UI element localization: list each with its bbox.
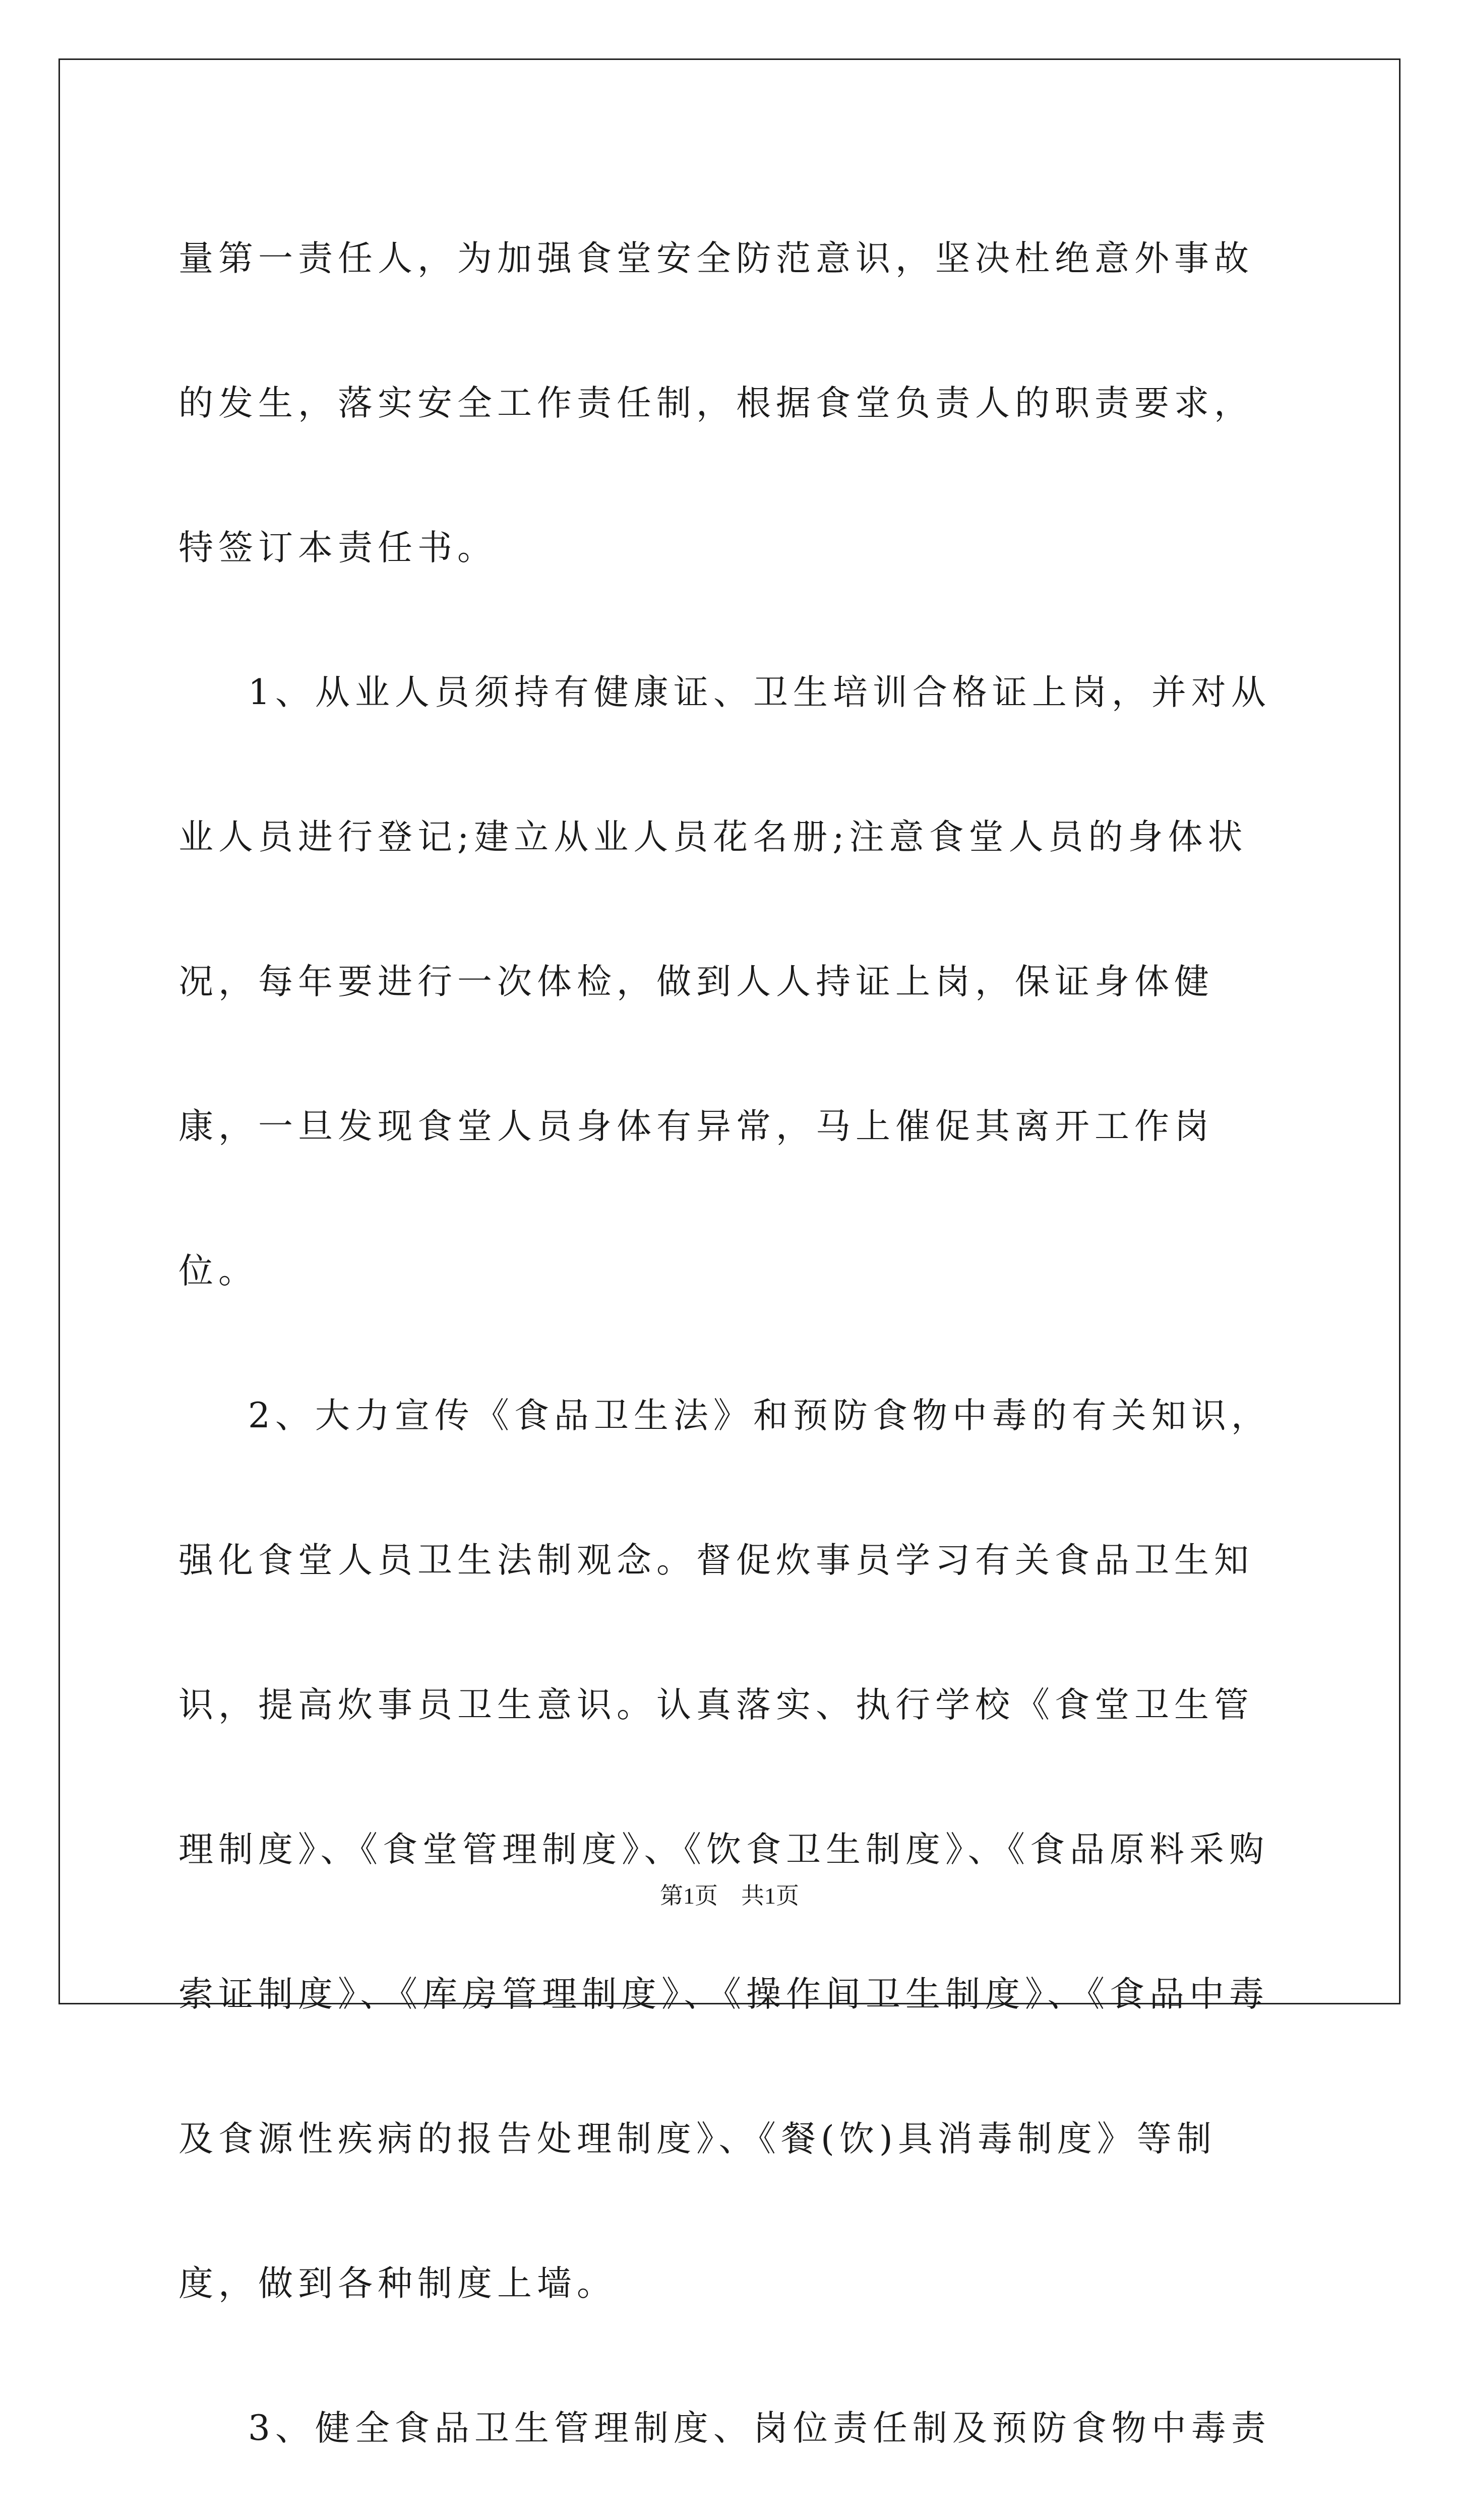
paragraph-item-2: 2、大力宣传《食品卫生法》和预防食物中毒的有关知识，强化食堂人员卫生法制观念。督促炊事员学习有关食品卫生知识，提高炊事员卫生意识。认真落实、执行学校《食堂卫生管理制度》、《食堂管理制度》、《饮食卫生制度》、《食品原料采购索证制度》、《库房管理制度》、《操作间卫生制度》、《食品中毒及食源性疾病的报告处理制度》、《餐(饮)具消毒制度》等制度，做到各种制度上墙。 <box>178 1396 1271 2304</box>
paragraph-item-3: 3、健全食品卫生管理制度、岗位责任制及预防食物中毒责 <box>248 2408 1271 2448</box>
page-number-footer: 第1页 共1页 <box>660 1883 799 1909</box>
paragraph-item-1: 1、从业人员须持有健康证、卫生培训合格证上岗，并对从业人员进行登记;建立从业人员花名册;注意食堂人员的身体状况，每年要进行一次体检，做到人人持证上岗，保证身体健康，一旦发现食堂人员身体有异常，马上催促其离开工作岗位。 <box>178 672 1271 1291</box>
document-body <box>178 186 1283 2520</box>
paragraph-intro: 量第一责任人，为加强食堂安全防范意识，坚决杜绝意外事故的发生，落实安全工作责任制，根据食堂负责人的职责要求，特签订本责任书。 <box>178 238 1254 568</box>
